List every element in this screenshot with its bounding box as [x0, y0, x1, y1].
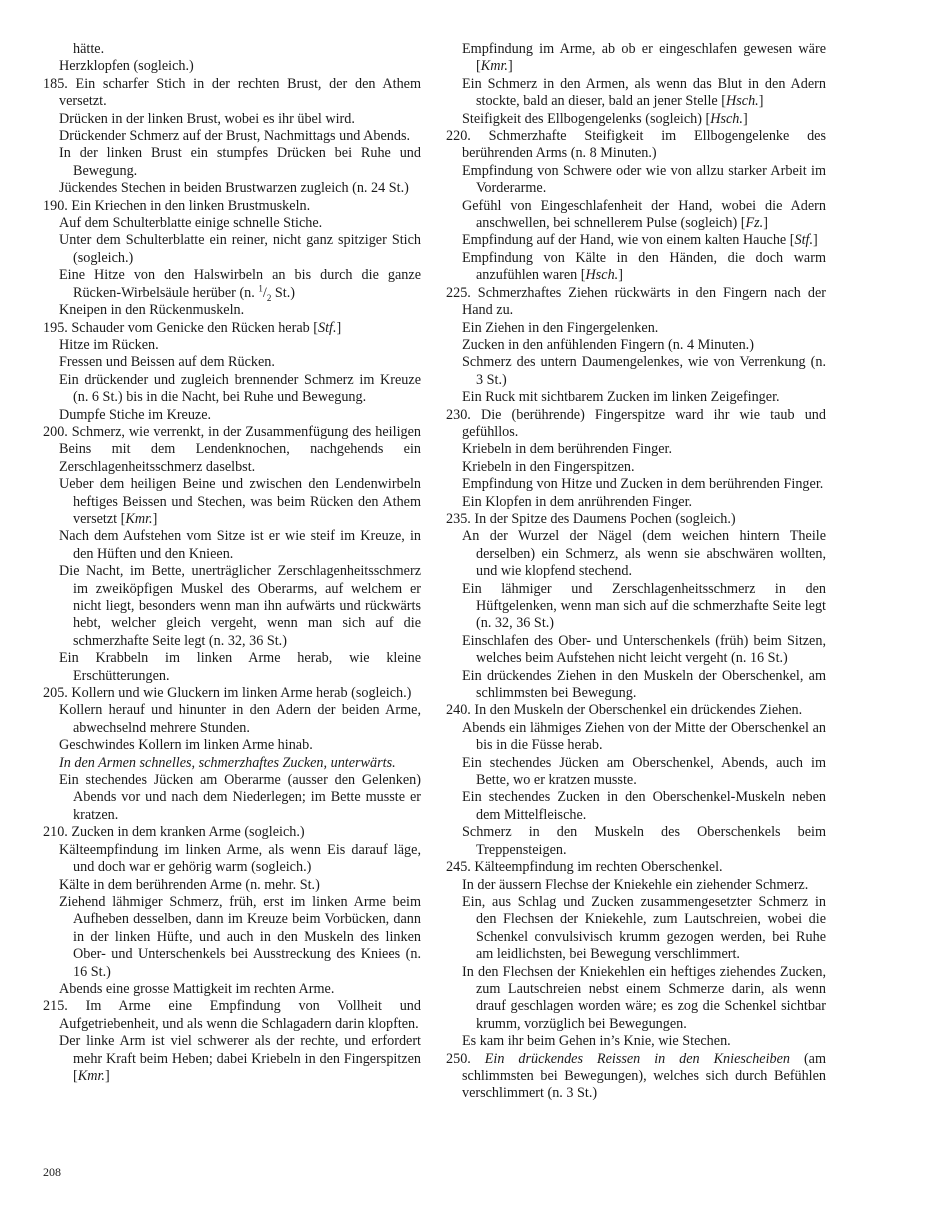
- symptom-entry: Gefühl von Eingeschlafenheit der Hand, wobei die Adern anschwellen, bei schnellerem Pulse (sogleich) [Fz.]: [462, 197, 826, 232]
- symptom-entry: Abends ein lähmiges Ziehen von der Mitte der Oberschenkel an bis in die Füsse herab.: [462, 719, 826, 754]
- symptom-entry: Kälte in dem berührenden Arme (n. mehr. St.): [59, 876, 320, 893]
- symptom-entry: 200. Schmerz, wie verrenkt, in der Zusammenfügung des heiligen Beins mit dem Lendenknochen, nachgehends ein Zerschlagenheitsschmerz daselbst.: [43, 423, 421, 475]
- symptom-entry: Empfindung im Arme, ab ob er eingeschlafen gewesen wäre [Kmr.]: [462, 41, 826, 75]
- symptom-entry: 205. Kollern und wie Gluckern im linken Arme herab (sogleich.): [43, 685, 412, 702]
- symptom-entry: In den Armen schnelles, schmerzhaftes Zucken, unterwärts.: [59, 754, 396, 771]
- symptom-entry: 240. In den Muskeln der Oberschenkel ein drückendes Ziehen.: [446, 702, 803, 719]
- symptom-entry: In der äussern Flechse der Kniekehle ein ziehender Schmerz.: [462, 876, 809, 893]
- symptom-entry: Nach dem Aufstehen vom Sitze ist er wie steif im Kreuze, in den Hüften und den Knieen.: [59, 528, 421, 562]
- symptom-entry: 190. Ein Kriechen in den linken Brustmuskeln.: [43, 197, 311, 214]
- symptom-entry: Empfindung von Hitze und Zucken in dem berührenden Finger.: [462, 476, 824, 493]
- symptom-entry: Abends eine grosse Mattigkeit im rechten Arme.: [59, 980, 335, 997]
- symptom-entry: Zucken in den anfühlenden Fingern (n. 4 Minuten.): [462, 336, 754, 353]
- symptom-entry: Kollern herauf und hinunter in den Adern der beiden Arme, abwechselnd mehrere Stunden.: [59, 702, 421, 736]
- symptom-entry: 225. Schmerzhaftes Ziehen rückwärts in den Fingern nach der Hand zu.: [446, 284, 826, 319]
- symptom-entry: Ueber dem heiligen Beine und zwischen den Lendenwirbeln heftiges Beissen und Stechen, was beim Rücken den Athem versetzt [Kmr.]: [59, 476, 421, 527]
- symptom-entry: Schmerz in den Muskeln des Oberschenkels beim Treppensteigen.: [462, 824, 826, 858]
- symptom-entry: Unter dem Schulterblatte ein reiner, nicht ganz spitziger Stich (sogleich.): [59, 232, 421, 266]
- symptom-entry: Geschwindes Kollern im linken Arme hinab.: [59, 737, 313, 754]
- symptom-entry: Eine Hitze von den Halswirbeln an bis durch die ganze Rücken-Wirbelsäule herüber (n. $^1/_2$ St.): [59, 267, 421, 303]
- symptom-entry: 245. Kälteempfindung im rechten Oberschenkel.: [446, 859, 723, 876]
- symptom-entry: Ein stechendes Zucken in den Oberschenkel-Muskeln neben dem Mittelfleische.: [462, 789, 826, 823]
- symptom-entry: 195. Schauder vom Genicke den Rücken herab [Stf.]: [43, 319, 342, 336]
- symptom-entry: Ein stechendes Jücken am Oberarme (ausser den Gelenken) Abends vor und nach dem Niederlegen; im Bette musste er kratzen.: [59, 772, 421, 823]
- symptom-entry: Ein Ziehen in den Fingergelenken.: [462, 319, 659, 336]
- symptom-entry: 215. Im Arme eine Empfindung von Vollheit und Aufgetriebenheit, und als wenn die Schlagadern darin klopften.: [43, 998, 421, 1032]
- symptom-entry: 250. Ein drückendes Reissen in den Kniescheiben (am schlimmsten bei Bewegungen), welches sich durch Befühlen verschlimmert (n. 3 St.): [446, 1050, 827, 1102]
- symptom-entry: 185. Ein scharfer Stich in der rechten Brust, der den Athem versetzt.: [43, 75, 421, 110]
- symptom-entry: 210. Zucken in dem kranken Arme (sogleich.): [43, 824, 305, 841]
- symptom-entry: Steifigkeit des Ellbogengelenks (sogleich) [Hsch.]: [462, 110, 748, 127]
- symptom-entry: Ein lähmiger und Zerschlagenheitsschmerz in den Hüftgelenken, wenn man sich auf die schmerzhafte Seite legt (n. 32, 36 St.): [462, 580, 826, 632]
- symptom-entry: Drücken in der linken Brust, wobei es ihr übel wird.: [59, 110, 355, 127]
- symptom-entry: An der Wurzel der Nägel (dem weichen hintern Theile derselben) ein Schmerz, als wenn sie abschwären wollten, und wie klopfend stechend.: [462, 528, 826, 580]
- symptom-entry: In den Flechsen der Kniekehlen ein heftiges ziehendes Zucken, zum Lautschreien nebst einem Schmerze darin, als wenn drauf geschlagen worden wäre; es zog die Schenkel sichtbar krumm, vorzüglich bei Bewegungen.: [462, 963, 826, 1032]
- symptom-entry: Ein Schmerz in den Armen, als wenn das Blut in den Adern stockte, bald an dieser, bald an jener Stelle [Hsch.]: [462, 75, 826, 110]
- symptom-entry: Der linke Arm ist viel schwerer als der rechte, und erfordert mehr Kraft beim Heben; dabei Kriebeln in den Fingerspitzen [Kmr.]: [59, 1033, 421, 1084]
- right-column: [446, 41, 826, 1103]
- symptom-entry: In der linken Brust ein stumpfes Drücken bei Ruhe und Bewegung.: [59, 145, 421, 179]
- symptom-entry: Hitze im Rücken.: [59, 336, 159, 353]
- symptom-entry: Ziehend lähmiger Schmerz, früh, erst im linken Arme beim Aufheben desselben, dann im Kreuze beim Vorbücken, dann in der linken Hüfte, und auch in den Muskeln des linken Ober- und Unterschenkels bei Ausstreckung des Kniees (n. 16 St.): [59, 893, 421, 980]
- symptom-entry: Auf dem Schulterblatte einige schnelle Stiche.: [59, 215, 323, 232]
- symptom-entry: Ein drückender und zugleich brennender Schmerz im Kreuze (n. 6 St.) bis in die Nacht, bei Ruhe und Bewegung.: [59, 371, 421, 406]
- symptom-entry: Ein Klopfen in dem anrührenden Finger.: [462, 493, 693, 510]
- symptom-entry: Kneipen in den Rückenmuskeln.: [59, 302, 245, 319]
- symptom-entry: Kriebeln in den Fingerspitzen.: [462, 458, 635, 475]
- symptom-entry: Empfindung von Schwere oder wie von allzu starker Arbeit im Vorderarme.: [462, 162, 826, 197]
- symptom-entry: 235. In der Spitze des Daumens Pochen (sogleich.): [446, 510, 736, 527]
- symptom-entry: Jückendes Stechen in beiden Brustwarzen zugleich (n. 24 St.): [59, 180, 409, 197]
- symptom-entry: Herzklopfen (sogleich.): [59, 58, 194, 75]
- symptom-entry: Drückender Schmerz auf der Brust, Nachmittags und Abends.: [59, 128, 411, 145]
- symptom-entry: Einschlafen des Ober- und Unterschenkels (früh) beim Sitzen, welches beim Aufstehen nicht leicht vergeht (n. 16 St.): [462, 632, 826, 667]
- symptom-entry: Ein Ruck mit sichtbarem Zucken im linken Zeigefinger.: [462, 389, 780, 406]
- symptom-entry: Ein stechendes Jücken am Oberschenkel, Abends, auch im Bette, wo er kratzen musste.: [462, 754, 826, 789]
- symptom-entry: 230. Die (berührende) Fingerspitze ward ihr wie taub und gefühllos.: [446, 406, 826, 440]
- symptom-entry: Kälteempfindung im linken Arme, als wenn Eis darauf läge, und doch war er gehörig warm (sogleich.): [59, 841, 421, 876]
- symptom-entry: Es kam ihr beim Gehen in’s Knie, wie Stechen.: [462, 1033, 731, 1050]
- symptom-entry: Dumpfe Stiche im Kreuze.: [59, 406, 212, 423]
- symptom-entry: Ein drückendes Ziehen in den Muskeln der Oberschenkel, am schlimmsten bei Bewegung.: [462, 667, 826, 702]
- symptom-entry: hätte.: [73, 41, 105, 57]
- symptom-entry: Ein, aus Schlag und Zucken zusammengesetzter Schmerz in den Flechsen der Kniekehle, zum Lautschreien, wobei die Schenkel convulsivisch krumm gezogen werden, bei Ruhe am leidlichsten, bei Bewegung verschlimmert.: [462, 893, 826, 963]
- symptom-entry: Schmerz des untern Daumengelenkes, wie von Verrenkung (n. 3 St.): [462, 354, 826, 388]
- symptom-entry: 220. Schmerzhafte Steifigkeit im Ellbogengelenke des berührenden Arms (n. 8 Minuten.): [446, 128, 826, 162]
- symptom-entry: Empfindung auf der Hand, wie von einem kalten Hauche [Stf.]: [462, 232, 818, 249]
- symptom-entry: Die Nacht, im Bette, unerträglicher Zerschlagenheitsschmerz im zweiköpfigen Muskel des Oberarms, auf welchem er nicht liegt, besonders wenn man ihn aufwärts und rückwärts hebt, welcher gleich vergeht, wenn man sich auf die schmerzhafte Seite legt (n. 32, 36 St.): [59, 563, 421, 649]
- symptom-entry: Empfindung von Kälte in den Händen, die doch warm anzufühlen waren [Hsch.]: [462, 249, 826, 284]
- page-number: 208: [43, 1165, 61, 1179]
- symptom-entry: Kriebeln in dem berührenden Finger.: [462, 441, 672, 458]
- left-column: [43, 41, 421, 1085]
- symptom-entry: Ein Krabbeln im linken Arme herab, wie kleine Erschütterungen.: [59, 650, 421, 684]
- symptom-entry: Fressen und Beissen auf dem Rücken.: [59, 354, 275, 371]
